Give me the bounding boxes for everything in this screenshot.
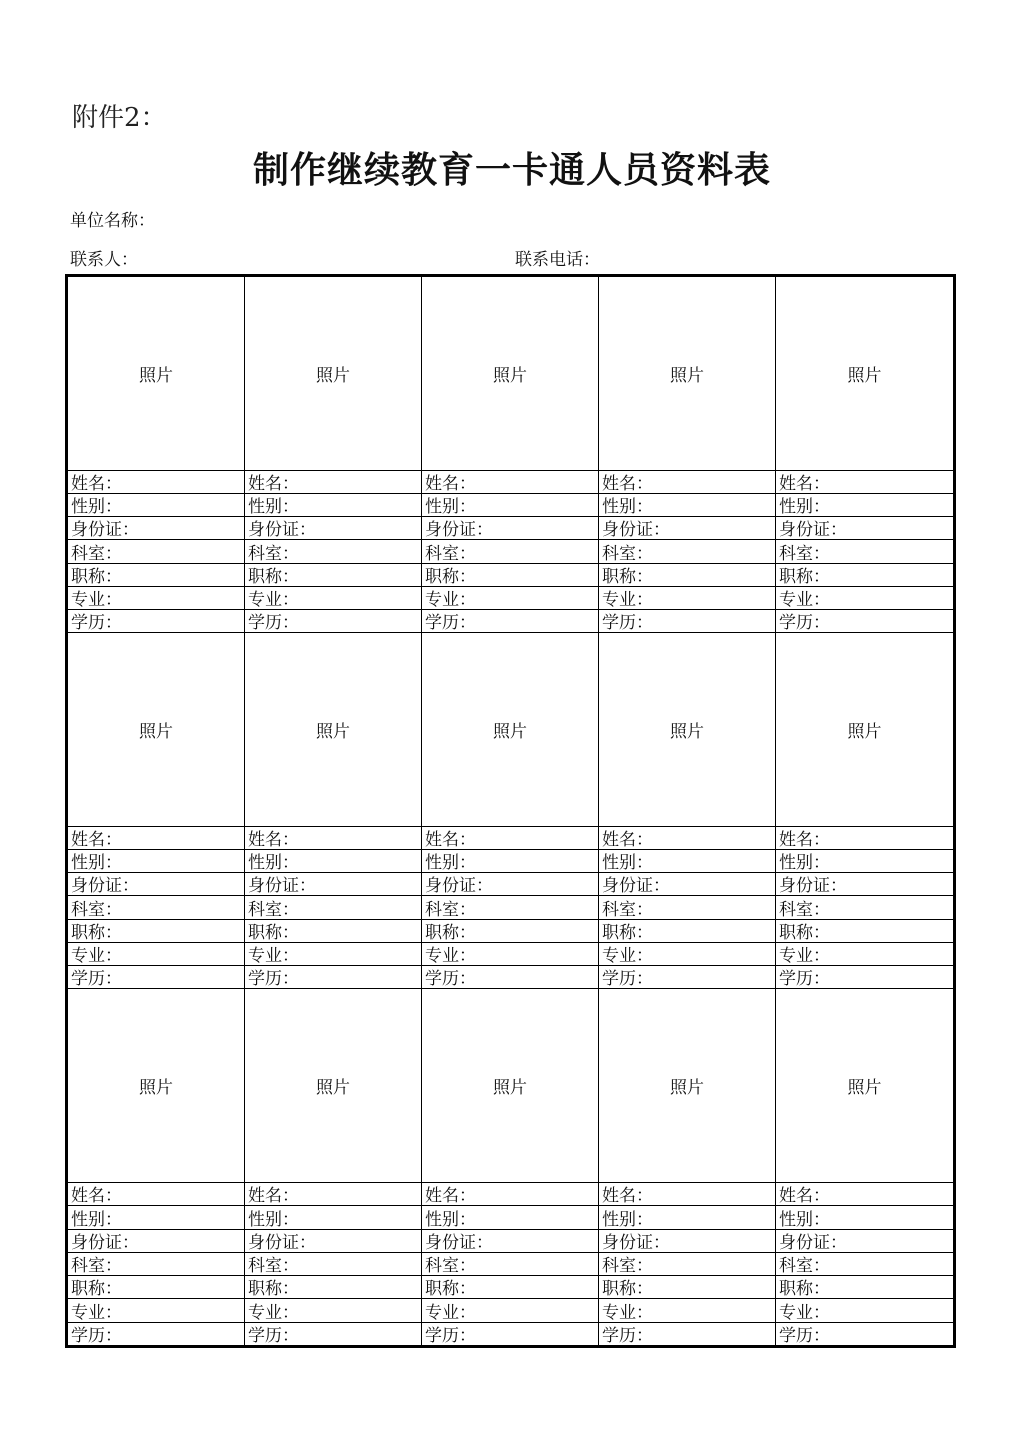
info-field-label: 学历：: [779, 1325, 830, 1345]
form-title: 制作继续教育一卡通人员资料表: [252, 149, 771, 191]
info-field-label: 职称：: [245, 1276, 421, 1299]
photo-placeholder: 照片: [776, 989, 953, 1183]
person-info: [599, 471, 775, 632]
photo-placeholder: 照片: [422, 633, 598, 827]
info-field-label: 科室：: [776, 1253, 953, 1276]
person-info: [776, 471, 953, 632]
info-field-label: 学历：: [71, 1325, 122, 1345]
contact-person-label: 联系人：: [70, 250, 138, 270]
info-field-label: 科室：: [599, 1253, 775, 1276]
info-field-label: 身份证：: [68, 517, 244, 540]
photo-placeholder: 照片: [68, 277, 244, 471]
info-field-label: 科室：: [68, 540, 244, 563]
info-field-label: 科室：: [776, 540, 953, 563]
info-field-label: 性别：: [422, 1206, 598, 1229]
unit-name-label: 单位名称：: [70, 211, 155, 231]
info-field-label: 科室：: [68, 1253, 244, 1276]
info-field-label: 性别：: [68, 850, 244, 873]
info-field-label: 专业：: [245, 1299, 421, 1322]
person-info: [422, 471, 598, 632]
info-field-label: 学历：: [248, 1325, 299, 1345]
info-field-label: 职称：: [422, 920, 598, 943]
info-field-label: 姓名：: [422, 471, 598, 494]
info-field-label: 性别：: [776, 494, 953, 517]
person-info: [776, 827, 953, 988]
person-info: [599, 827, 775, 988]
person-card: [68, 989, 245, 1345]
photo-placeholder: 照片: [245, 989, 421, 1183]
info-field-label: 职称：: [245, 920, 421, 943]
info-field-label: 学历：: [248, 612, 299, 632]
info-field-label: 学历：: [602, 612, 653, 632]
photo-placeholder: 照片: [776, 633, 953, 827]
info-field-label: 姓名：: [68, 1183, 244, 1206]
info-field-label: 身份证：: [776, 517, 953, 540]
info-field-label: 学历：: [248, 968, 299, 988]
info-field-label: 身份证：: [599, 1230, 775, 1253]
info-field-label: 姓名：: [599, 1183, 775, 1206]
personnel-grid: [65, 274, 956, 1348]
info-field-label: 性别：: [599, 494, 775, 517]
person-card: [776, 633, 953, 989]
info-field-label: 科室：: [245, 540, 421, 563]
info-field-label: 性别：: [68, 1206, 244, 1229]
info-field-label: 姓名：: [599, 827, 775, 850]
info-field-label: 专业：: [68, 943, 244, 966]
info-field-label: 性别：: [422, 850, 598, 873]
info-field-label: 姓名：: [245, 471, 421, 494]
info-field-label: 姓名：: [245, 1183, 421, 1206]
person-info: [245, 471, 421, 632]
person-card: [422, 989, 599, 1345]
person-info: [245, 827, 421, 988]
info-field-label: 职称：: [776, 564, 953, 587]
info-field-label: 职称：: [68, 564, 244, 587]
info-field-label: 身份证：: [245, 873, 421, 896]
info-field-label: 姓名：: [422, 827, 598, 850]
info-field-label: 姓名：: [422, 1183, 598, 1206]
info-field-label: 职称：: [599, 920, 775, 943]
info-field-label: 姓名：: [776, 471, 953, 494]
info-field-label: 学历：: [71, 968, 122, 988]
person-card: [776, 277, 953, 633]
info-field-label: 身份证：: [776, 873, 953, 896]
info-field-label: 职称：: [422, 1276, 598, 1299]
info-field-label: 专业：: [776, 587, 953, 610]
info-field-label: 专业：: [422, 943, 598, 966]
person-info: [599, 1183, 775, 1345]
info-field-label: 学历：: [425, 968, 476, 988]
person-card: [599, 633, 776, 989]
info-field-label: 职称：: [599, 1276, 775, 1299]
info-field-label: 性别：: [245, 850, 421, 873]
person-card: [776, 989, 953, 1345]
info-field-label: 科室：: [422, 540, 598, 563]
photo-placeholder: 照片: [422, 989, 598, 1183]
info-field-label: 身份证：: [422, 873, 598, 896]
info-field-label: 性别：: [68, 494, 244, 517]
person-card: [422, 277, 599, 633]
info-field-label: 专业：: [422, 1299, 598, 1322]
info-field-label: 身份证：: [599, 873, 775, 896]
attachment-label: 附件2：: [72, 103, 167, 133]
photo-placeholder: 照片: [245, 277, 421, 471]
person-card: [68, 277, 245, 633]
person-info: [245, 1183, 421, 1345]
photo-placeholder: 照片: [599, 277, 775, 471]
info-field-label: 性别：: [776, 850, 953, 873]
info-field-label: 身份证：: [422, 517, 598, 540]
photo-placeholder: 照片: [422, 277, 598, 471]
photo-placeholder: 照片: [599, 633, 775, 827]
person-card: [245, 989, 422, 1345]
info-field-label: 性别：: [245, 494, 421, 517]
info-field-label: 科室：: [68, 896, 244, 919]
info-field-label: 专业：: [776, 1299, 953, 1322]
info-field-label: 职称：: [68, 920, 244, 943]
info-field-label: 身份证：: [776, 1230, 953, 1253]
info-field-label: 科室：: [245, 1253, 421, 1276]
info-field-label: 专业：: [599, 943, 775, 966]
info-field-label: 姓名：: [68, 471, 244, 494]
info-field-label: 职称：: [599, 564, 775, 587]
info-field-label: 科室：: [422, 1253, 598, 1276]
info-field-label: 性别：: [599, 850, 775, 873]
info-field-label: 专业：: [68, 1299, 244, 1322]
person-info: [422, 827, 598, 988]
photo-placeholder: 照片: [68, 989, 244, 1183]
info-field-label: 专业：: [599, 587, 775, 610]
photo-placeholder: 照片: [776, 277, 953, 471]
info-field-label: 学历：: [425, 612, 476, 632]
info-field-label: 姓名：: [68, 827, 244, 850]
info-field-label: 性别：: [776, 1206, 953, 1229]
photo-placeholder: 照片: [68, 633, 244, 827]
person-info: [776, 1183, 953, 1345]
info-field-label: 性别：: [422, 494, 598, 517]
info-field-label: 专业：: [422, 587, 598, 610]
info-field-label: 职称：: [68, 1276, 244, 1299]
info-field-label: 姓名：: [599, 471, 775, 494]
info-field-label: 科室：: [599, 896, 775, 919]
person-card: [245, 633, 422, 989]
person-card: [599, 989, 776, 1345]
photo-placeholder: 照片: [245, 633, 421, 827]
person-info: [68, 1183, 244, 1345]
person-info: [68, 827, 244, 988]
info-field-label: 身份证：: [599, 517, 775, 540]
info-field-label: 职称：: [245, 564, 421, 587]
info-field-label: 姓名：: [776, 1183, 953, 1206]
info-field-label: 科室：: [245, 896, 421, 919]
info-field-label: 学历：: [602, 1325, 653, 1345]
person-card: [68, 633, 245, 989]
info-field-label: 专业：: [245, 587, 421, 610]
info-field-label: 职称：: [776, 1276, 953, 1299]
info-field-label: 科室：: [776, 896, 953, 919]
info-field-label: 科室：: [422, 896, 598, 919]
person-card: [422, 633, 599, 989]
info-field-label: 专业：: [68, 587, 244, 610]
info-field-label: 学历：: [425, 1325, 476, 1345]
info-field-label: 学历：: [602, 968, 653, 988]
info-field-label: 职称：: [422, 564, 598, 587]
info-field-label: 性别：: [599, 1206, 775, 1229]
photo-placeholder: 照片: [599, 989, 775, 1183]
person-info: [68, 471, 244, 632]
info-field-label: 身份证：: [68, 1230, 244, 1253]
info-field-label: 身份证：: [245, 517, 421, 540]
info-field-label: 专业：: [245, 943, 421, 966]
contact-phone-label: 联系电话：: [515, 250, 600, 270]
info-field-label: 身份证：: [68, 873, 244, 896]
info-field-label: 学历：: [71, 612, 122, 632]
info-field-label: 姓名：: [776, 827, 953, 850]
person-card: [599, 277, 776, 633]
info-field-label: 专业：: [776, 943, 953, 966]
info-field-label: 科室：: [599, 540, 775, 563]
info-field-label: 学历：: [779, 968, 830, 988]
info-field-label: 身份证：: [245, 1230, 421, 1253]
person-info: [422, 1183, 598, 1345]
person-card: [245, 277, 422, 633]
info-field-label: 姓名：: [245, 827, 421, 850]
info-field-label: 身份证：: [422, 1230, 598, 1253]
info-field-label: 学历：: [779, 612, 830, 632]
info-field-label: 职称：: [776, 920, 953, 943]
info-field-label: 专业：: [599, 1299, 775, 1322]
info-field-label: 性别：: [245, 1206, 421, 1229]
